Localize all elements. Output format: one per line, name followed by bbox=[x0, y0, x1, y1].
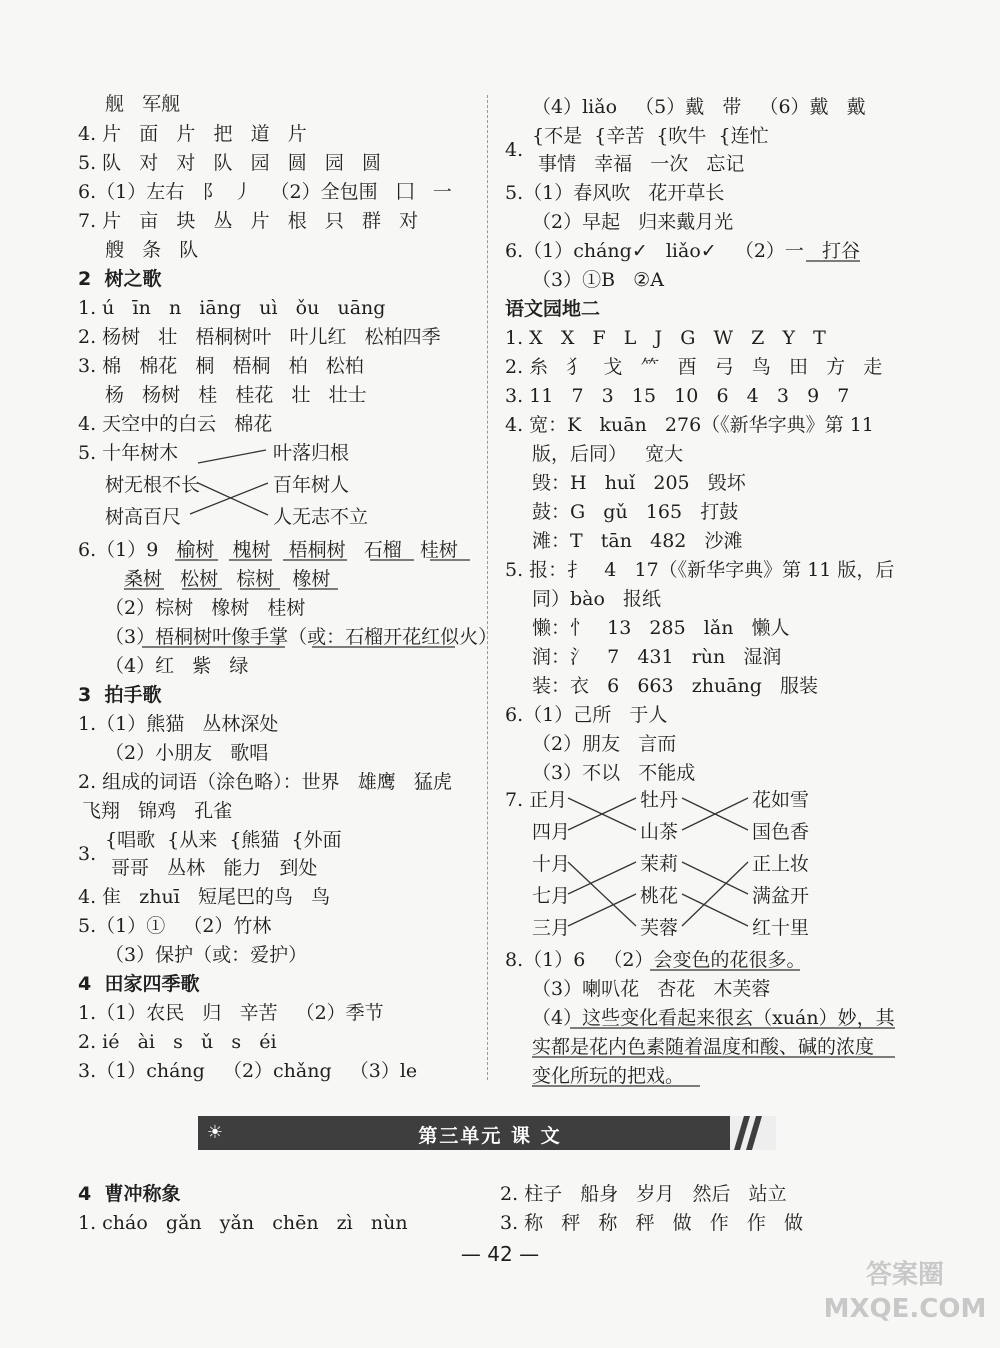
page-number: — 42 — bbox=[460, 1242, 540, 1266]
answer-line: 花如雪 bbox=[752, 789, 810, 811]
answer-line: 5.（1）春风吹 花开草长 bbox=[505, 182, 725, 204]
answer-line: 6.（1）9 榆树 槐树 梧桐树 石榴 桂树 bbox=[78, 539, 458, 561]
answer-line: 变化所玩的把戏。 bbox=[532, 1065, 685, 1087]
answer-line: （2）朋友 言而 bbox=[532, 733, 677, 755]
answer-line: 6.（1）cháng✓ liǎo✓ （2）一 打谷 bbox=[505, 240, 861, 262]
answer-line: 3. 称 秤 称 秤 做 作 作 做 bbox=[500, 1212, 803, 1234]
answer-line: 国色香 bbox=[752, 821, 810, 843]
answer-line: 桃花 bbox=[640, 885, 679, 907]
answer-line: 1.（1）熊猫 丛林深处 bbox=[78, 713, 279, 735]
answer-line: 同）bào 报纸 bbox=[532, 588, 662, 610]
unit-banner-title: 第三单元 课 文 bbox=[418, 1125, 562, 1147]
answer-line: {唱歌 {从来 {熊猫 {外面 bbox=[105, 829, 342, 851]
answer-line: 4. 宽：K kuān 276（《新华字典》第 11 bbox=[505, 414, 874, 436]
answer-line: 1. cháo gǎn yǎn chēn zì nùn bbox=[78, 1212, 408, 1234]
answer-line: 滩：T tān 482 沙滩 bbox=[532, 530, 743, 552]
answer-line: 四月 bbox=[532, 821, 571, 843]
answer-line: 哥哥 丛林 能力 到处 bbox=[105, 857, 318, 879]
answer-line: （3）梧桐树叶像手掌（或：石榴开花红似火） bbox=[105, 626, 498, 648]
answer-line: 7. 片 亩 块 丛 片 根 只 群 对 bbox=[78, 210, 419, 232]
answer-line: {不是 {辛苦 {吹牛 {连忙 bbox=[532, 125, 769, 147]
answer-line: 1. ú īn n iāng uì ǒu uāng bbox=[78, 297, 386, 319]
answer-line: 3. bbox=[78, 843, 97, 865]
answer-line: 5. 十年树木 bbox=[78, 442, 179, 464]
answer-line: （3）①B ②A bbox=[532, 269, 664, 291]
answer-line: （3）不以 不能成 bbox=[532, 762, 696, 784]
answer-line: 2. ié ài s ǔ s éi bbox=[78, 1031, 277, 1053]
answer-line: 8.（1）6 （2）会变色的花很多。 bbox=[505, 949, 806, 971]
answer-line: 4. 天空中的白云 棉花 bbox=[78, 413, 273, 435]
answer-line: （4）这些变化看起来很玄（xuán）妙，其 bbox=[532, 1007, 895, 1029]
answer-line: 三月 bbox=[532, 917, 571, 939]
answer-line: 润：氵 7 431 rùn 湿润 bbox=[532, 646, 782, 668]
answer-line: 树高百尺 bbox=[105, 506, 182, 528]
answer-line: 3. 11 7 3 15 10 6 4 3 9 7 bbox=[505, 385, 850, 407]
answer-line: 1. X X F L J G W Z Y T bbox=[505, 327, 826, 349]
answer-line: 茉莉 bbox=[640, 853, 679, 875]
answer-line: 十月 bbox=[532, 853, 571, 875]
answer-line: 懒：忄 13 285 lǎn 懒人 bbox=[532, 617, 790, 639]
lightbulb-icon: ☀ bbox=[206, 1122, 224, 1143]
answer-line: 舰 军舰 bbox=[105, 93, 181, 115]
answer-line: 4. 片 面 片 把 道 片 bbox=[78, 123, 307, 145]
answer-line: 2. 糸 犭 戈 ⺮ 酉 弓 鸟 田 方 走 bbox=[505, 356, 883, 378]
answer-line: 桑树 松树 棕树 橡树 bbox=[124, 568, 331, 590]
answer-line: 人无志不立 bbox=[273, 506, 369, 528]
answer-line: （2）棕树 橡树 桂树 bbox=[105, 597, 306, 619]
answer-line: 山茶 bbox=[640, 821, 679, 843]
answer-line: 6.（1）己所 于人 bbox=[505, 704, 668, 726]
answer-line: （4）红 紫 绿 bbox=[105, 655, 249, 677]
answer-line: 飞翔 锦鸡 孔雀 bbox=[82, 800, 233, 822]
answer-line: 5. 报：扌 4 17（《新华字典》第 11 版，后 bbox=[505, 559, 895, 581]
answer-line: 芙蓉 bbox=[640, 917, 679, 939]
answer-line: 树无根不长 bbox=[105, 474, 201, 496]
answer-line: 红十里 bbox=[752, 917, 810, 939]
answer-line: （4）liǎo （5）戴 带 （6）戴 戴 bbox=[532, 96, 866, 118]
answer-line: 1.（1）农民 归 辛苦 （2）季节 bbox=[78, 1002, 384, 1024]
answer-line: 装：衣 6 663 zhuāng 服装 bbox=[532, 675, 819, 697]
answer-line: 版，后同） 宽大 bbox=[532, 443, 684, 465]
answer-line: 5.（1）① （2）竹林 bbox=[78, 915, 272, 937]
watermark-logo: 答案圈 MXQE.COM bbox=[823, 1260, 987, 1324]
answer-line: （3）保护（或：爱护） bbox=[105, 944, 308, 966]
answer-line: 3. 棉 棉花 桐 梧桐 柏 松柏 bbox=[78, 355, 364, 377]
answer-line: 事情 幸福 一次 忘记 bbox=[532, 153, 745, 175]
answer-line: 叶落归根 bbox=[273, 442, 350, 464]
section-heading: 2 树之歌 bbox=[78, 268, 162, 290]
answer-line: 2. 组成的词语（涂色略）：世界 雄鹰 猛虎 bbox=[78, 771, 452, 793]
answer-line: 鼓：G gǔ 165 打鼓 bbox=[532, 501, 739, 523]
answer-line: 6.（1）左右 阝 丿 （2）全包围 囗 一 bbox=[78, 181, 452, 203]
answer-line: 百年树人 bbox=[273, 474, 350, 496]
answer-line: 7. 正月 bbox=[505, 789, 568, 811]
answer-line: 正上妆 bbox=[752, 853, 810, 875]
answer-line: （2）早起 归来戴月光 bbox=[532, 211, 734, 233]
section-heading: 语文园地二 bbox=[505, 298, 601, 320]
answer-line: 2. 柱子 船身 岁月 然后 站立 bbox=[500, 1183, 787, 1205]
answer-line: 满盆开 bbox=[752, 885, 810, 907]
answer-line: 5. 队 对 对 队 园 圆 园 圆 bbox=[78, 152, 381, 174]
answer-line: 艘 条 队 bbox=[105, 239, 199, 261]
answer-line: 4. bbox=[505, 139, 524, 161]
answer-line: 毁：H huǐ 205 毁坏 bbox=[532, 472, 746, 494]
section-heading: 4 曹冲称象 bbox=[78, 1183, 181, 1205]
answer-line: 牡丹 bbox=[640, 789, 679, 811]
answer-line: 3.（1）cháng （2）chǎng （3）le bbox=[78, 1060, 418, 1082]
answer-line: 4. 隹 zhuī 短尾巴的鸟 鸟 bbox=[78, 886, 331, 908]
answer-line: 2. 杨树 壮 梧桐树叶 叶儿红 松柏四季 bbox=[78, 326, 441, 348]
answer-line: 七月 bbox=[532, 885, 571, 907]
answer-line: （3）喇叭花 杏花 木芙蓉 bbox=[532, 978, 771, 1000]
answer-line: 杨 杨树 桂 桂花 壮 壮士 bbox=[105, 384, 367, 406]
answer-line: （2）小朋友 歌唱 bbox=[105, 742, 269, 764]
section-heading: 4 田家四季歌 bbox=[78, 973, 200, 995]
answer-line: 实都是花内色素随着温度和酸、碱的浓度 bbox=[532, 1036, 875, 1058]
section-heading: 3 拍手歌 bbox=[78, 684, 162, 706]
